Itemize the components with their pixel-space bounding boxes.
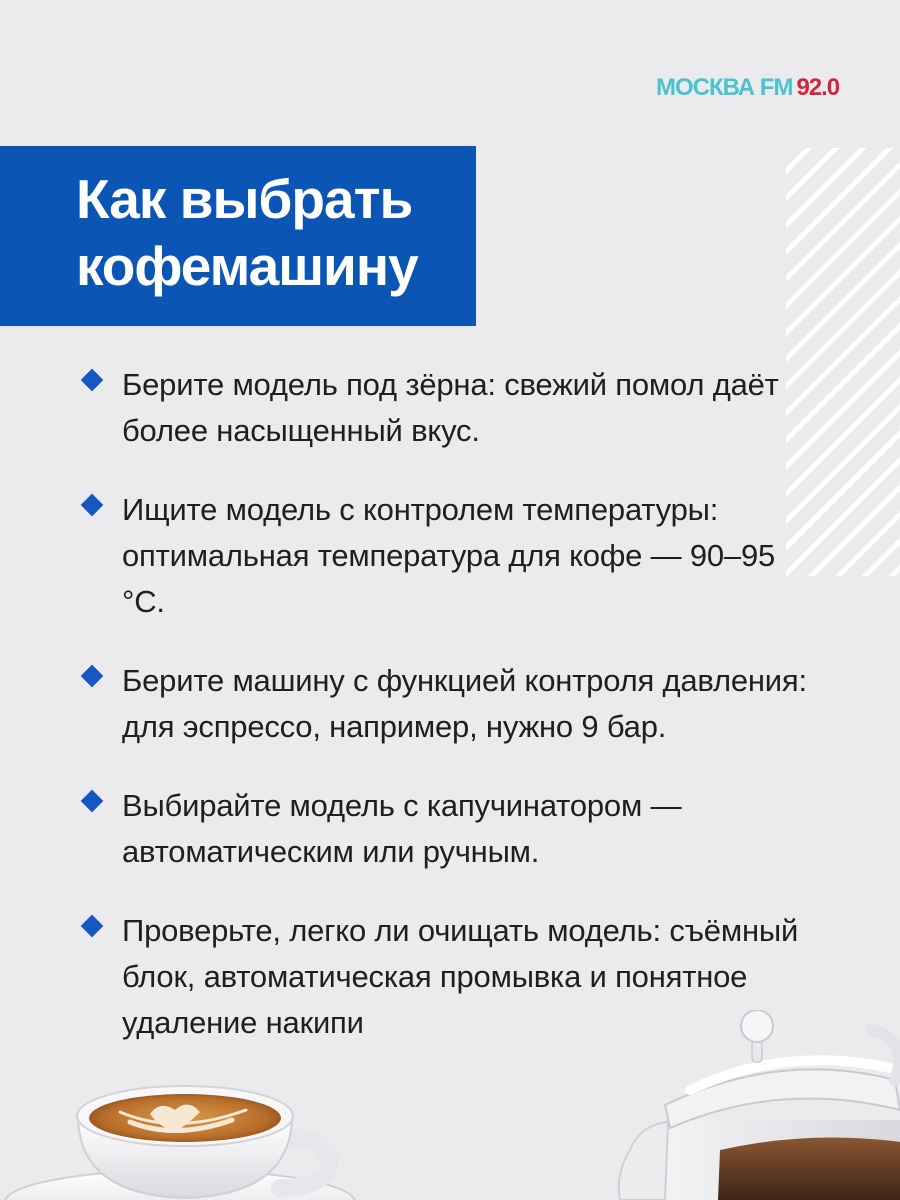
title-block	[0, 146, 476, 326]
tip-text: Ищите модель с контролем температуры: оптимальная температура для кофе — 90–95 °C.	[122, 492, 776, 619]
tip-text: Берите машину с функцией контроля давления: для эспрессо, например, нужно 9 бар.	[122, 663, 807, 744]
moskva-fm-logo	[656, 72, 839, 104]
tip-text: Берите модель под зёрна: свежий помол даёт более насыщенный вкус.	[122, 367, 779, 448]
logo-brand: МОСКВА FM	[656, 74, 793, 101]
french-press-icon	[610, 1010, 900, 1200]
tips-list	[76, 362, 816, 1079]
logo-frequency: 92.0	[796, 74, 840, 101]
page-title-line-2: кофемашину	[76, 235, 418, 297]
tip-text: Выбирайте модель с капучинатором — автоматическим или ручным.	[122, 788, 682, 869]
page-title-line-1: Как выбрать	[76, 168, 413, 230]
diamond-bullet-icon	[81, 494, 104, 517]
diamond-bullet-icon	[81, 790, 104, 813]
tip-text: Проверьте, легко ли очищать модель: съёмный блок, автоматическая промывка и понятное удаление накипи	[122, 913, 799, 1040]
coffee-cup-with-latte-art-icon	[0, 1070, 360, 1200]
list-item	[76, 783, 816, 875]
diamond-bullet-icon	[81, 665, 104, 688]
list-item	[76, 362, 816, 454]
list-item	[76, 487, 816, 625]
diamond-bullet-icon	[81, 369, 104, 392]
diamond-bullet-icon	[81, 915, 104, 938]
list-item	[76, 658, 816, 750]
